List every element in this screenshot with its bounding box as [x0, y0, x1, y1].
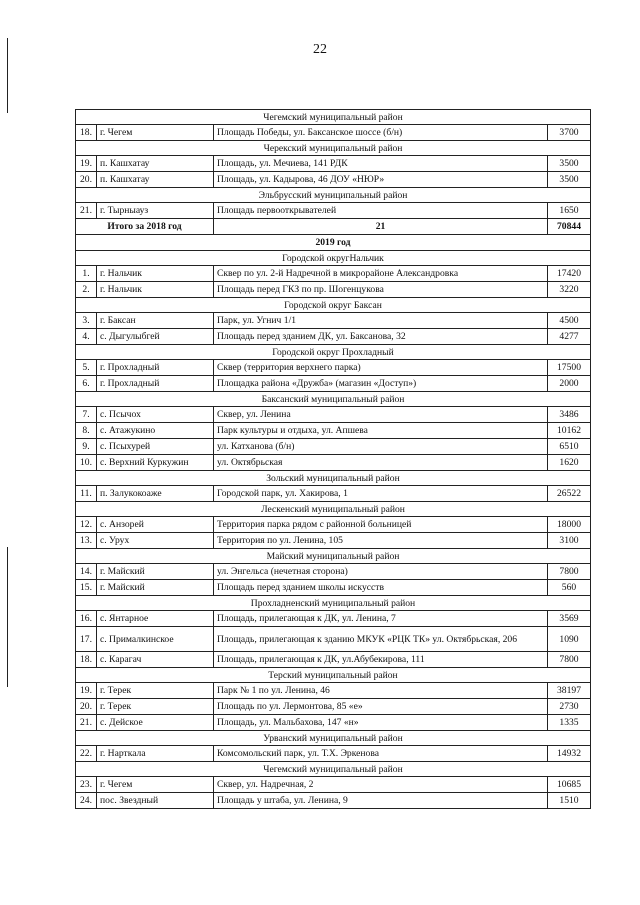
total-area: 70844 [548, 219, 591, 235]
area-cell: 17500 [548, 360, 591, 376]
object-cell: Парк № 1 по ул. Ленина, 46 [214, 683, 548, 699]
section-header-row [76, 251, 591, 266]
object-cell: Площадь, ул. Мальбахова, 147 «н» [214, 715, 548, 731]
area-cell: 4277 [548, 329, 591, 345]
table-row [76, 156, 591, 172]
settlement-cell: г. Баксан [97, 313, 214, 329]
area-cell: 26522 [548, 486, 591, 502]
section-header: Терский муниципальный район [76, 668, 591, 683]
table-row [76, 360, 591, 376]
settlement-cell: с. Атажукино [97, 423, 214, 439]
row-number: 1. [76, 266, 97, 282]
object-cell: Площадка района «Дружба» (магазин «Доступ») [214, 376, 548, 392]
settlement-cell: г. Нальчик [97, 282, 214, 298]
section-header: Городской округ Прохладный [76, 345, 591, 360]
row-number: 14. [76, 564, 97, 580]
section-header: Черекский муниципальный район [76, 141, 591, 156]
section-header-row [76, 110, 591, 125]
row-number: 24. [76, 793, 97, 809]
table-row [76, 517, 591, 533]
row-number: 23. [76, 777, 97, 793]
objects-table [75, 109, 591, 809]
table-row [76, 746, 591, 762]
table-row [76, 580, 591, 596]
area-cell: 38197 [548, 683, 591, 699]
section-header-row [76, 549, 591, 564]
settlement-cell: г. Нарткала [97, 746, 214, 762]
row-number: 21. [76, 203, 97, 219]
settlement-cell: п. Кашхатау [97, 156, 214, 172]
section-header-row [76, 188, 591, 203]
area-cell: 7800 [548, 564, 591, 580]
object-cell: Территория по ул. Ленина, 105 [214, 533, 548, 549]
area-cell: 14932 [548, 746, 591, 762]
row-number: 6. [76, 376, 97, 392]
section-header: Городской округНальчик [76, 251, 591, 266]
area-cell: 17420 [548, 266, 591, 282]
object-cell: Площадь Победы, ул. Баксанское шоссе (б/н) [214, 125, 548, 141]
table-row [76, 439, 591, 455]
table-row [76, 486, 591, 502]
section-header: Баксанский муниципальный район [76, 392, 591, 407]
row-number: 7. [76, 407, 97, 423]
area-cell: 2000 [548, 376, 591, 392]
area-cell: 1510 [548, 793, 591, 809]
table-row [76, 172, 591, 188]
row-number: 5. [76, 360, 97, 376]
object-cell: Площадь у штаба, ул. Ленина, 9 [214, 793, 548, 809]
area-cell: 6510 [548, 439, 591, 455]
row-number: 20. [76, 699, 97, 715]
object-cell: Площадь, ул. Мечиева, 141 РДК [214, 156, 548, 172]
settlement-cell: с. Дыгулыбгей [97, 329, 214, 345]
row-number: 4. [76, 329, 97, 345]
area-cell: 3500 [548, 156, 591, 172]
section-header: Зольский муниципальный район [76, 471, 591, 486]
area-cell: 1090 [548, 627, 591, 652]
section-header-row [76, 345, 591, 360]
object-cell: Площадь, ул. Кадырова, 46 ДОУ «НЮР» [214, 172, 548, 188]
row-number: 15. [76, 580, 97, 596]
settlement-cell: п. Залукокоаже [97, 486, 214, 502]
left-margin-line [7, 547, 8, 687]
area-cell: 3500 [548, 172, 591, 188]
settlement-cell: пос. Звездный [97, 793, 214, 809]
settlement-cell: с. Псыхурей [97, 439, 214, 455]
object-cell: Площадь по ул. Лермонтова, 85 «е» [214, 699, 548, 715]
area-cell: 4500 [548, 313, 591, 329]
area-cell: 1620 [548, 455, 591, 471]
object-cell: Площадь перед зданием школы искусств [214, 580, 548, 596]
row-number: 8. [76, 423, 97, 439]
settlement-cell: с. Псычох [97, 407, 214, 423]
area-cell: 3569 [548, 611, 591, 627]
settlement-cell: г. Нальчик [97, 266, 214, 282]
table-row [76, 611, 591, 627]
row-number: 16. [76, 611, 97, 627]
section-header: Чегемский муниципальный район [76, 110, 591, 125]
section-header-row [76, 502, 591, 517]
object-cell: Парк, ул. Угнич 1/1 [214, 313, 548, 329]
section-header-row [76, 762, 591, 777]
object-cell: Комсомольский парк, ул. Т.Х. Эркенова [214, 746, 548, 762]
section-header: Прохладненский муниципальный район [76, 596, 591, 611]
table-row [76, 407, 591, 423]
year-header: 2019 год [76, 235, 591, 251]
table-row [76, 564, 591, 580]
row-number: 18. [76, 125, 97, 141]
table-row [76, 652, 591, 668]
table-row [76, 313, 591, 329]
area-cell: 3700 [548, 125, 591, 141]
table-row [76, 699, 591, 715]
settlement-cell: с. Карагач [97, 652, 214, 668]
section-header-row [76, 392, 591, 407]
table-row [76, 203, 591, 219]
area-cell: 1650 [548, 203, 591, 219]
table-row [76, 715, 591, 731]
settlement-cell: с. Верхний Куркужин [97, 455, 214, 471]
section-header: Майский муниципальный район [76, 549, 591, 564]
area-cell: 560 [548, 580, 591, 596]
area-cell: 10162 [548, 423, 591, 439]
row-number: 22. [76, 746, 97, 762]
row-number: 3. [76, 313, 97, 329]
settlement-cell: г. Майский [97, 564, 214, 580]
total-row [76, 219, 591, 235]
section-header: Эльбрусский муниципальный район [76, 188, 591, 203]
table-row [76, 627, 591, 652]
settlement-cell: г. Прохладный [97, 360, 214, 376]
settlement-cell: г. Майский [97, 580, 214, 596]
settlement-cell: с. Янтарное [97, 611, 214, 627]
object-cell: Территория парка рядом с районной больницей [214, 517, 548, 533]
page-number: 22 [313, 42, 327, 57]
object-cell: Сквер по ул. 2-й Надречной в микрорайоне Александровка [214, 266, 548, 282]
table-row [76, 376, 591, 392]
object-cell: Площадь перед ГКЗ по пр. Шогенцукова [214, 282, 548, 298]
section-header: Лескенский муниципальный район [76, 502, 591, 517]
object-cell: ул. Катханова (б/н) [214, 439, 548, 455]
settlement-cell: г. Терек [97, 699, 214, 715]
table-row [76, 533, 591, 549]
total-count: 21 [214, 219, 548, 235]
table-row [76, 455, 591, 471]
section-header-row [76, 471, 591, 486]
object-cell: Площадь, прилегающая к зданию МКУК «РЦК ТК» ул. Октябрьская, 206 [214, 627, 548, 652]
table-row [76, 282, 591, 298]
row-number: 19. [76, 156, 97, 172]
object-cell: Площадь, прилегающая к ДК, ул. Ленина, 7 [214, 611, 548, 627]
section-header-row [76, 298, 591, 313]
settlement-cell: г. Терек [97, 683, 214, 699]
objects-table-body [76, 110, 591, 809]
row-number: 13. [76, 533, 97, 549]
table-row [76, 683, 591, 699]
object-cell: Парк культуры и отдыха, ул. Апшева [214, 423, 548, 439]
section-header-row [76, 141, 591, 156]
row-number: 18. [76, 652, 97, 668]
row-number: 19. [76, 683, 97, 699]
section-header-row [76, 596, 591, 611]
settlement-cell: с. Дейское [97, 715, 214, 731]
settlement-cell: с. Прималкинское [97, 627, 214, 652]
table-row [76, 125, 591, 141]
object-cell: Площадь первооткрывателей [214, 203, 548, 219]
table-row [76, 777, 591, 793]
object-cell: Сквер (территория верхнего парка) [214, 360, 548, 376]
object-cell: Сквер, ул. Надречная, 2 [214, 777, 548, 793]
table-row [76, 266, 591, 282]
settlement-cell: г. Прохладный [97, 376, 214, 392]
row-number: 2. [76, 282, 97, 298]
object-cell: Площадь перед зданием ДК, ул. Баксанова, 32 [214, 329, 548, 345]
row-number: 21. [76, 715, 97, 731]
object-cell: Площадь, прилегающая к ДК, ул.Абубекирова, 111 [214, 652, 548, 668]
table-row [76, 793, 591, 809]
row-number: 17. [76, 627, 97, 652]
section-header-row [76, 731, 591, 746]
object-cell: ул. Энгельса (нечетная сторона) [214, 564, 548, 580]
area-cell: 10685 [548, 777, 591, 793]
area-cell: 2730 [548, 699, 591, 715]
section-header: Урванский муниципальный район [76, 731, 591, 746]
year-header-row [76, 235, 591, 251]
total-label: Итого за 2018 год [76, 219, 214, 235]
row-number: 10. [76, 455, 97, 471]
object-cell: Сквер, ул. Ленина [214, 407, 548, 423]
settlement-cell: г. Тырныауз [97, 203, 214, 219]
settlement-cell: с. Урух [97, 533, 214, 549]
row-number: 9. [76, 439, 97, 455]
row-number: 20. [76, 172, 97, 188]
area-cell: 18000 [548, 517, 591, 533]
area-cell: 3486 [548, 407, 591, 423]
row-number: 12. [76, 517, 97, 533]
table-row [76, 329, 591, 345]
area-cell: 3220 [548, 282, 591, 298]
section-header-row [76, 668, 591, 683]
section-header: Чегемский муниципальный район [76, 762, 591, 777]
area-cell: 3100 [548, 533, 591, 549]
settlement-cell: г. Чегем [97, 125, 214, 141]
section-header: Городской округ Баксан [76, 298, 591, 313]
object-cell: Городской парк, ул. Хакирова, 1 [214, 486, 548, 502]
area-cell: 1335 [548, 715, 591, 731]
settlement-cell: г. Чегем [97, 777, 214, 793]
row-number: 11. [76, 486, 97, 502]
settlement-cell: с. Анзорей [97, 517, 214, 533]
table-row [76, 423, 591, 439]
object-cell: ул. Октябрьская [214, 455, 548, 471]
area-cell: 7800 [548, 652, 591, 668]
settlement-cell: п. Кашхатау [97, 172, 214, 188]
